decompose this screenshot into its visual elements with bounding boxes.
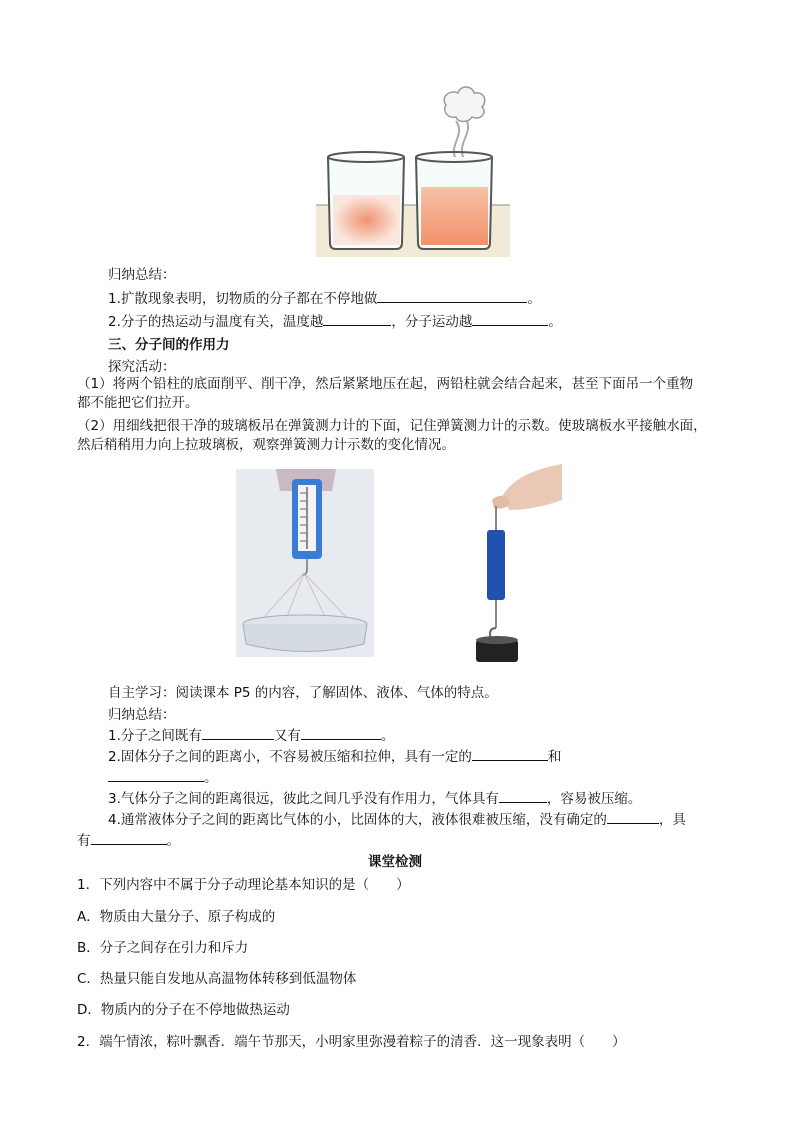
- summary2-item4-cont-text: 有: [77, 833, 91, 849]
- fill-blank[interactable]: [499, 788, 547, 803]
- activity2-line2: 然后稍稍用力向上拉玻璃板，观察弹簧测力计示数的变化情况。: [77, 437, 455, 453]
- summary2-item3-text: 3.气体分子之间的距离很远，彼此之间几乎没有作用力，气体具有: [108, 791, 499, 807]
- activity-label: 探究活动：: [108, 359, 176, 375]
- activity2-line1: （2）用细线把很干净的玻璃板吊在弹簧测力计的下面，记住弹簧测力计的示数。使玻璃板水平接触水面，: [77, 418, 707, 434]
- summary2-item1-text: 1.分子之间既有: [108, 728, 202, 744]
- summary1-item2-end: 。: [548, 314, 562, 330]
- summary2-item3: [108, 787, 641, 807]
- summary2-item3-end: ，容易被压缩。: [546, 791, 642, 807]
- fill-blank[interactable]: [323, 311, 391, 326]
- fill-blank[interactable]: [91, 830, 167, 845]
- summary1-item2-text: 2.分子的热运动与温度有关，温度越: [108, 314, 324, 330]
- self-study-text: 自主学习：阅读课本 P5 的内容，了解固体、液体、气体的特点。: [108, 685, 498, 701]
- summary1-item2: [108, 310, 562, 330]
- question-1-option-b[interactable]: B．分子之间存在引力和斥力: [77, 940, 249, 956]
- summary2-item1-mid: 又有: [273, 728, 301, 744]
- fill-blank[interactable]: [607, 809, 659, 824]
- summary2-item2-end: 。: [204, 770, 218, 786]
- fill-blank[interactable]: [377, 288, 527, 303]
- question-1-option-c[interactable]: C．热量只能自发地从高温物体转移到低温物体: [77, 971, 357, 987]
- summary2-item2-text: 2.固体分子之间的距离小，不容易被压缩和拉伸，具有一定的: [108, 749, 472, 765]
- question-2: 2．端午情浓，粽叶飘香．端午节那天，小明家里弥漫着粽子的清香．这一现象表明（ ）: [77, 1034, 626, 1050]
- fill-blank[interactable]: [108, 767, 204, 782]
- summary1-item1-end: 。: [527, 291, 541, 307]
- summary2-item4-end: 。: [166, 833, 180, 849]
- fill-blank[interactable]: [301, 725, 381, 740]
- lead-cylinder-weight-photo: [470, 460, 562, 666]
- summary2-item2-cont: [108, 766, 218, 786]
- summary2-item2: [108, 745, 561, 765]
- spring-scale-glass-photo: [236, 469, 374, 657]
- fill-blank[interactable]: [472, 311, 548, 326]
- summary1-item2-mid: ，分子运动越: [391, 314, 473, 330]
- summary1-item1: [108, 287, 541, 307]
- summary2-item4-mid: ，具: [658, 812, 686, 828]
- summary2-item4-text: 4.通常液体分子之间的距离比气体的小，比固体的大，液体很难被压缩，没有确定的: [108, 812, 607, 828]
- section-heading: 三、分子间的作用力: [108, 337, 230, 353]
- summary2-item2-mid: 和: [547, 749, 562, 765]
- activity1-line1: （1）将两个铅柱的底面削平、削干净，然后紧紧地压在起，两铅柱就会结合起来，甚至下面吊一个重物: [77, 376, 694, 392]
- summary2-item4: [108, 808, 686, 828]
- fill-blank[interactable]: [202, 725, 274, 740]
- summary1-item1-text: 1.扩散现象表明，切物质的分子都在不停地做: [108, 291, 378, 307]
- summary-label-1: 归纳总结：: [108, 267, 176, 283]
- activity1-line2: 都不能把它们拉开。: [77, 395, 199, 411]
- question-1: 1．下列内容中不属于分子动理论基本知识的是（ ）: [77, 877, 410, 893]
- question-1-option-d[interactable]: D．物质内的分子在不停地做热运动: [77, 1002, 290, 1018]
- beakers-diffusion-image: [316, 85, 510, 257]
- question-1-option-a[interactable]: A．物质由大量分子、原子构成的: [77, 909, 276, 925]
- summary2-item4-cont: [77, 829, 180, 849]
- quiz-heading: 课堂检测: [368, 854, 422, 870]
- summary-label-2: 归纳总结：: [108, 707, 176, 723]
- summary2-item1-end: 。: [380, 728, 395, 744]
- fill-blank[interactable]: [472, 746, 548, 761]
- summary2-item1: [108, 724, 394, 744]
